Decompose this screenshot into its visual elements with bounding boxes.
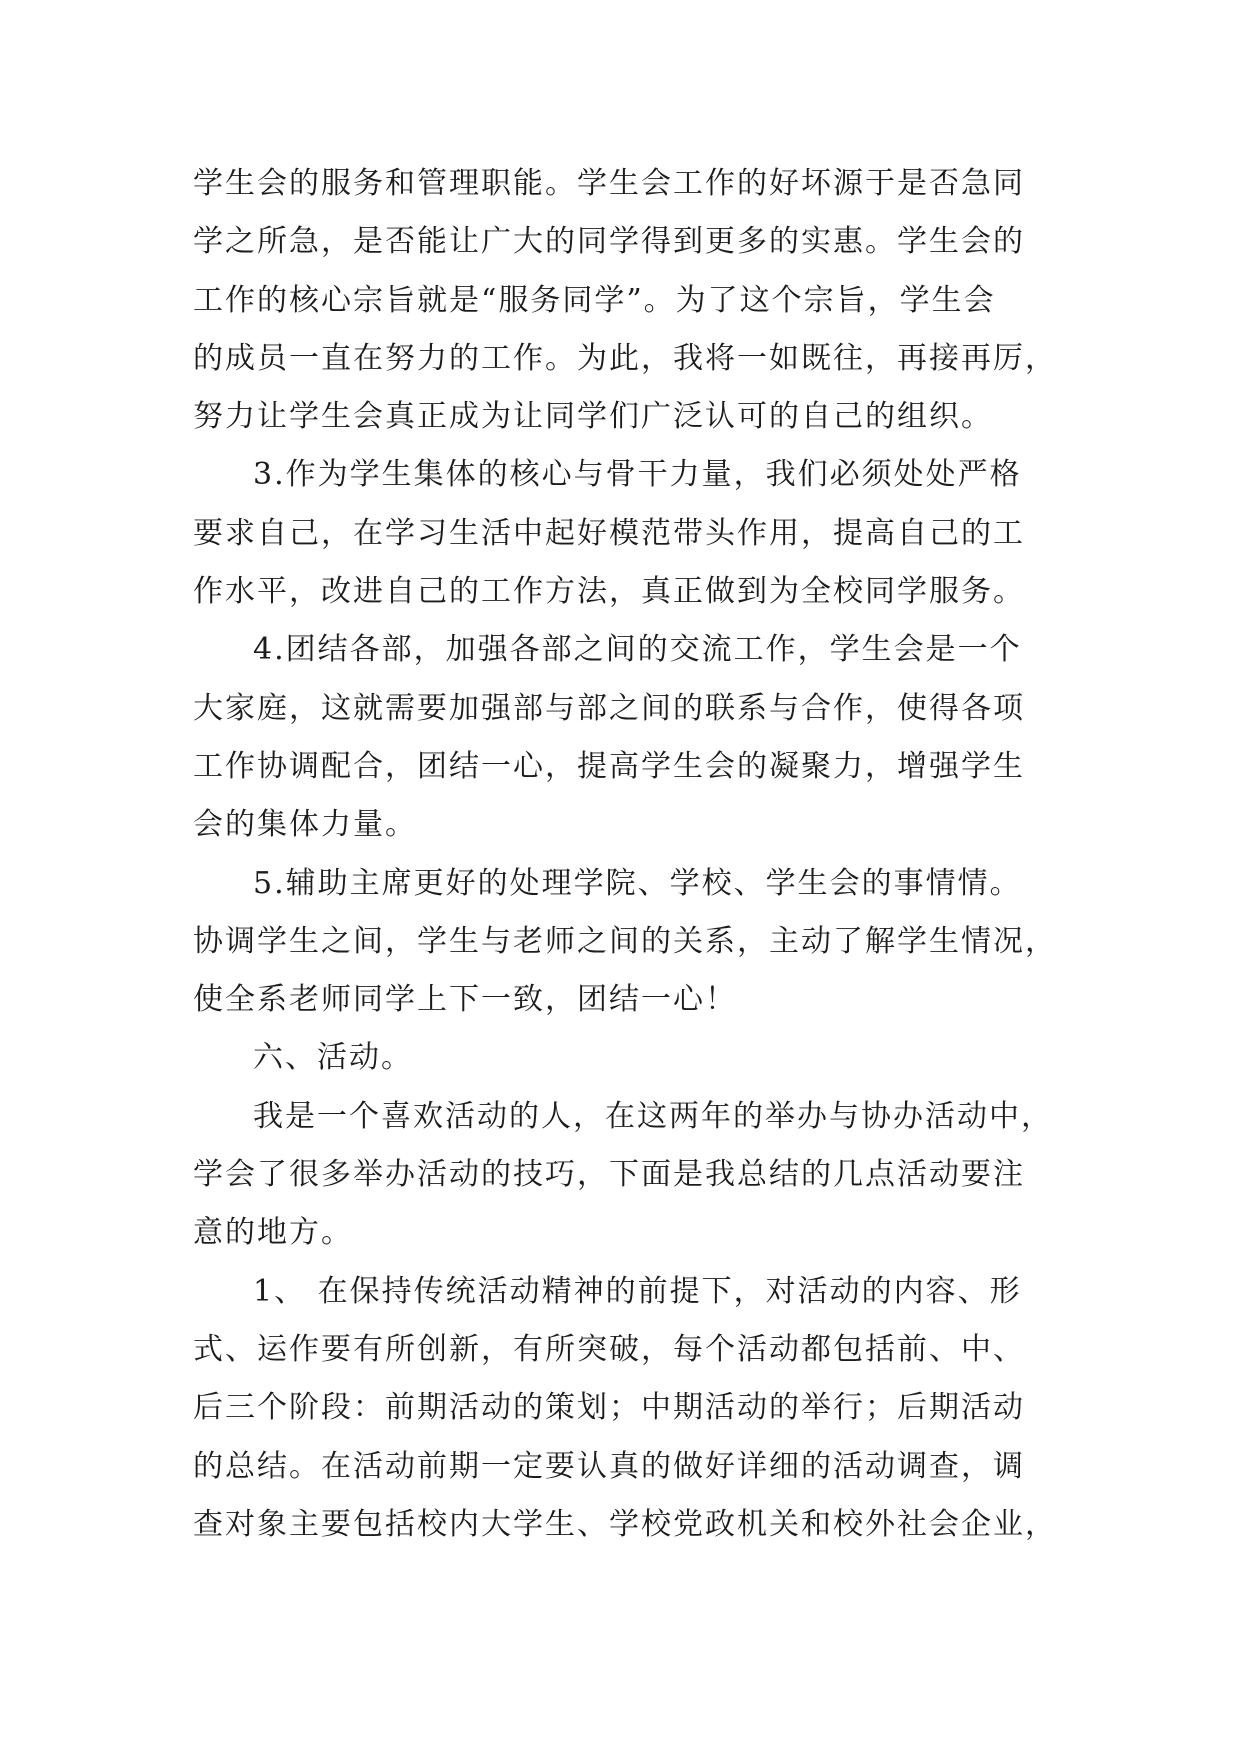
text-line: 学生会的服务和管理职能。学生会工作的好坏源于是否急同: [193, 166, 1025, 201]
text-line: 的成员一直在努力的工作。为此，我将一如既往，再接再厉，: [193, 340, 1057, 376]
text-line: 查对象主要包括校内大学生、学校党政机关和校外社会企业，: [193, 1506, 1057, 1542]
text-line: 后三个阶段：前期活动的策划；中期活动的举行；后期活动: [193, 1390, 1025, 1426]
text-line: 4.团结各部，加强各部之间的交流工作，学生会是一个: [253, 632, 1022, 668]
text-line: 学会了很多举办活动的技巧，下面是我总结的几点活动要注: [193, 1157, 1025, 1193]
text-line: 使全系老师同学上下一致，团结一心！: [193, 982, 737, 1018]
text-line: 意的地方。: [193, 1215, 353, 1251]
body-text: [193, 155, 1063, 1554]
text-line: 1、 在保持传统活动精神的前提下，对活动的内容、形: [253, 1273, 1022, 1309]
text-line: 我是一个喜欢活动的人，在这两年的举办与协办活动中，: [253, 1098, 1053, 1134]
text-line: 六、活动。: [253, 1040, 413, 1076]
text-line: 大家庭，这就需要加强部与部之间的联系与合作，使得各项: [193, 690, 1025, 726]
text-line: 工作协调配合，团结一心，提高学生会的凝聚力，增强学生: [193, 748, 1025, 784]
text-line: 作水平，改进自己的工作方法，真正做到为全校同学服务。: [193, 574, 1025, 610]
text-line: 努力让学生会真正成为让同学们广泛认可的自己的组织。: [193, 399, 993, 435]
text-line: 学之所急，是否能让广大的同学得到更多的实惠。学生会的: [193, 224, 1025, 260]
text-line: 会的集体力量。: [193, 807, 417, 843]
text-line: 协调学生之间，学生与老师之间的关系，主动了解学生情况，: [193, 923, 1057, 959]
text-line: 5.辅助主席更好的处理学院、学校、学生会的事情情。: [253, 865, 1022, 901]
text-line: 工作的核心宗旨就是“服务同学”。为了这个宗旨，学生会: [193, 282, 996, 318]
text-line: 3.作为学生集体的核心与骨干力量，我们必须处处严格: [253, 457, 1022, 493]
text-line: 的总结。在活动前期一定要认真的做好详细的活动调查，调: [193, 1448, 1025, 1484]
text-line: 要求自己，在学习生活中起好模范带头作用，提高自己的工: [193, 515, 1025, 551]
text-line: 式、运作要有所创新，有所突破，每个活动都包括前、中、: [193, 1331, 1025, 1367]
